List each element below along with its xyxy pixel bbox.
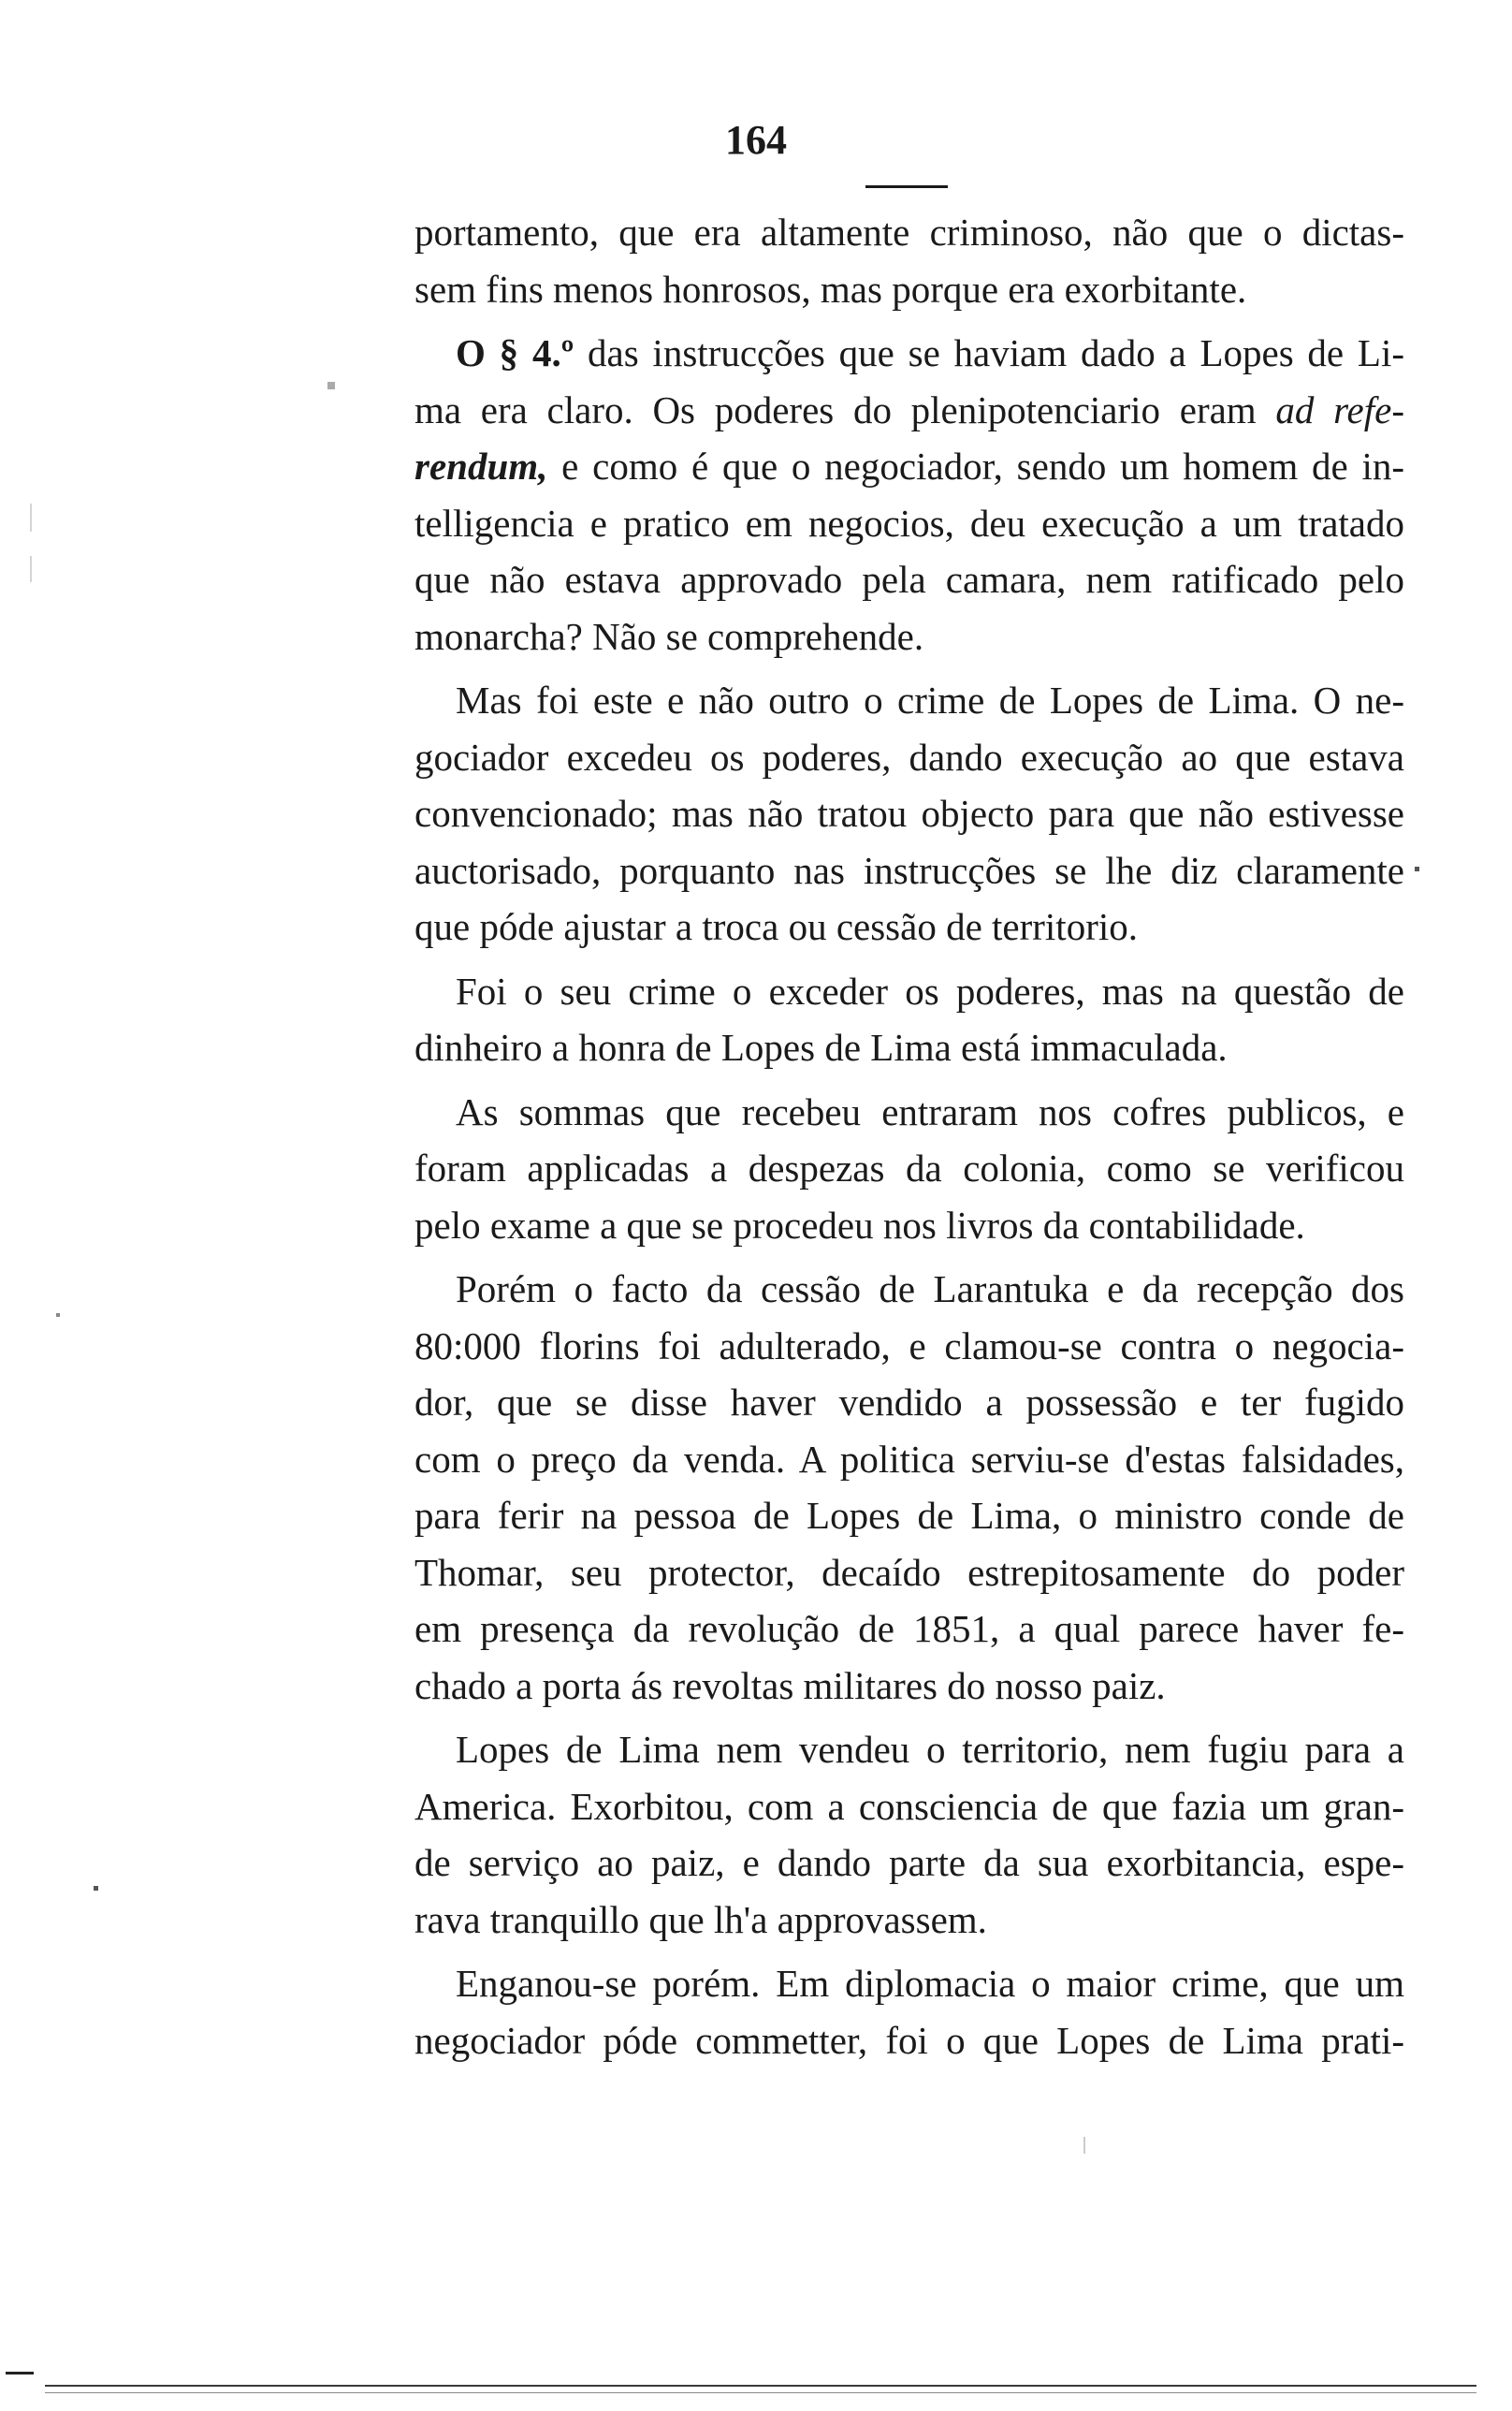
text-line: sem fins menos honrosos, mas porque era exorbitante. [414,267,1247,311]
paragraph [414,672,1404,956]
scan-edge-mark [6,2372,34,2374]
margin-speck [1415,867,1419,871]
margin-speck [30,504,32,532]
page-number-underline [865,185,948,188]
margin-speck [1083,2137,1085,2154]
margin-speck [94,1886,98,1891]
section-reference: O § 4.º [456,331,574,374]
paragraph [414,1955,1404,2068]
margin-speck [327,382,335,389]
text-line: que não estava approvado pela camara, nem ratificado pelo [414,558,1404,601]
paragraph [414,1721,1404,1948]
text-line: Mas foi este e não outro o crime de Lopes de Lima. O ne- [456,679,1404,722]
scan-bottom-edge-shadow [45,2392,1476,2393]
text-run: das instrucções que se haviam dado a Lopes de Li- [574,331,1404,374]
text-run: e como é que o negociador, sendo um homem de in- [547,445,1404,488]
text-line: telligencia e pratico em negocios, deu execução a um tratado [414,501,1404,545]
text-line: America. Exorbitou, com a consciencia de que fazia um gran- [414,1784,1404,1828]
text-line: em presença da revolução de 1851, a qual parece haver fe- [414,1607,1404,1650]
text-line: Enganou-se porém. Em diplomacia o maior crime, que um [456,1962,1404,2005]
latin-phrase: rendum, [414,445,548,488]
text-line: gociador excedeu os poderes, dando execução ao que estava [414,735,1404,779]
text-line: que póde ajustar a troca ou cessão de territorio. [414,905,1138,948]
text-line: Lopes de Lima nem vendeu o territorio, nem fugiu para a [456,1728,1404,1771]
latin-phrase: ad refe- [1275,387,1404,431]
text-run: ma era claro. Os poderes do plenipotenciario eram [414,387,1276,431]
text-line [414,382,1404,439]
text-line: dinheiro a honra de Lopes de Lima está immaculada. [414,1026,1228,1069]
scan-bottom-edge [45,2385,1476,2387]
page-number: 164 [725,117,787,163]
text-line: portamento, que era altamente criminoso, não que o dictas- [414,211,1404,254]
paragraph [414,1084,1404,1254]
margin-speck [30,556,32,582]
paragraph [414,1261,1404,1714]
text-line [414,438,1404,495]
text-line: Porém o facto da cessão de Larantuka e da recepção dos [456,1267,1404,1310]
text-line: monarcha? Não se comprehende. [414,614,924,658]
text-line: convencionado; mas não tratou objecto para que não estivesse [414,792,1404,835]
paragraph [414,325,1404,665]
text-line: auctorisado, porquanto nas instrucções se lhe diz claramente [414,848,1404,892]
margin-speck [56,1313,60,1317]
text-line: chado a porta ás revoltas militares do nosso paiz. [414,1663,1166,1707]
text-line: negociador póde commetter, foi o que Lopes de Lima prati- [414,2018,1404,2062]
text-line: 80:000 florins foi adulterado, e clamou-se contra o negocia- [414,1323,1404,1367]
text-line: para ferir na pessoa de Lopes de Lima, o ministro conde de [414,1494,1404,1537]
text-line: As sommas que recebeu entraram nos cofres publicos, e [456,1089,1404,1133]
text-line: Thomar, seu protector, decaído estrepitosamente do poder [414,1550,1404,1594]
text-line: foram applicadas a despezas da colonia, como se verificou [414,1147,1404,1190]
text-line: dor, que se disse haver vendido a possessão e ter fugido [414,1381,1404,1424]
text-line: pelo exame a que se procedeu nos livros da contabilidade. [414,1203,1305,1247]
body-text [414,204,1404,2076]
text-line [414,325,1404,382]
paragraph [414,204,1404,317]
text-line: rava tranquillo que lh'a approvassem. [414,1897,987,1941]
text-line: Foi o seu crime o exceder os poderes, mas na questão de [456,969,1404,1013]
text-line: de serviço ao paiz, e dando parte da sua exorbitancia, espe- [414,1841,1404,1884]
text-line: com o preço da venda. A politica serviu-se d'estas falsidades, [414,1437,1404,1481]
paragraph [414,963,1404,1076]
